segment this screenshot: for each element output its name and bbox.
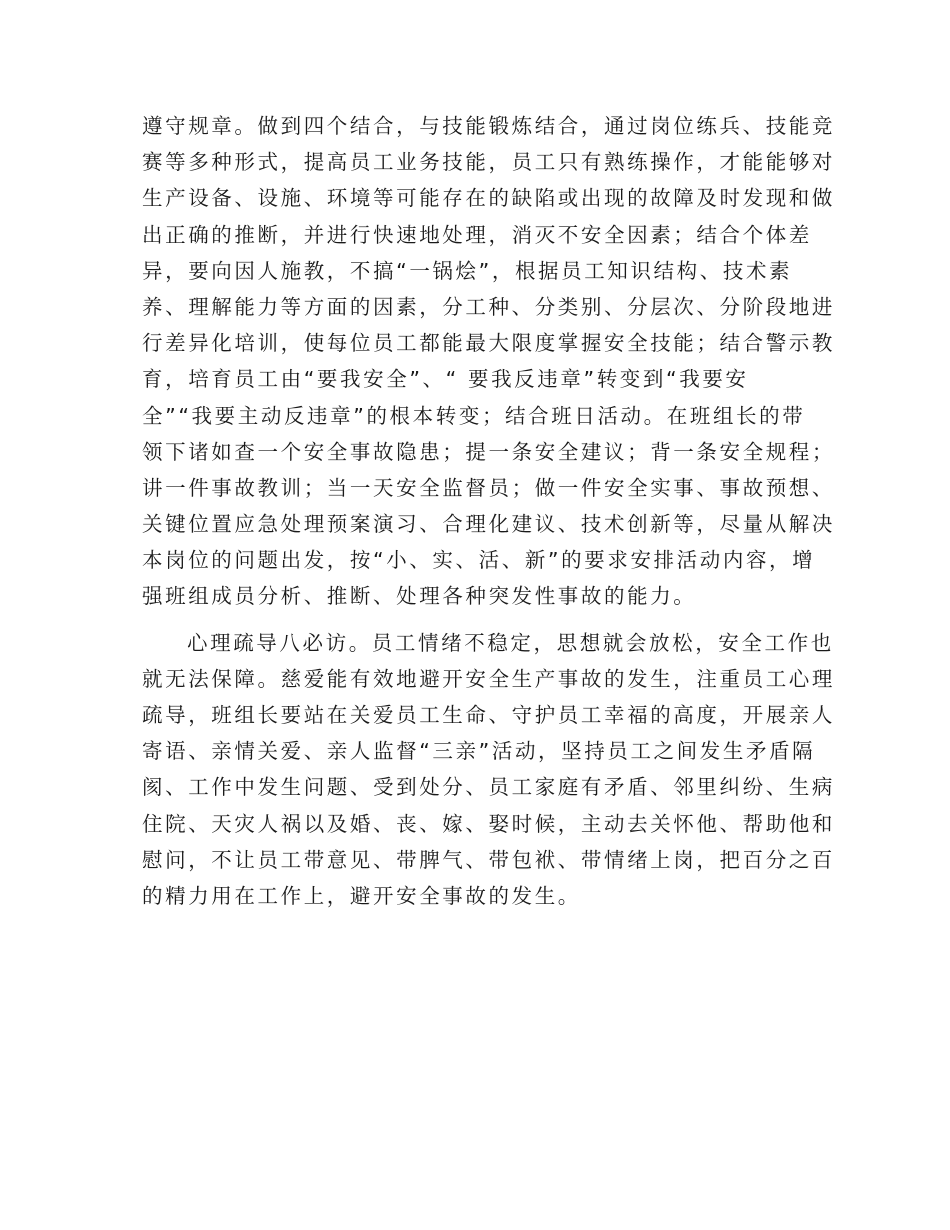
text-line: 领下诸如查一个安全事故隐患；提一条安全建议；背一条安全规程； [142,439,835,464]
text-line: 讲一件事故教训；当一天安全监督员；做一件安全实事、事故预想、 [142,475,835,500]
text-line: 的精力用在工作上，避开安全事故的发生。 [142,883,581,908]
text-line: 关键位置应急处理预案演习、合理化建议、技术创新等，尽量从解决 [142,512,835,537]
text-line: 阂、工作中发生问题、受到处分、员工家庭有矛盾、邻里纠纷、生病 [142,775,835,800]
text-line: 住院、天灾人祸以及婚、丧、嫁、娶时候，主动去关怀他、帮助他和 [142,811,835,836]
text-line: 寄语、亲情关爱、亲人监督“三亲”活动，坚持员工之间发生矛盾隔 [142,739,816,764]
text-line: 疏导，班组长要站在关爱员工生命、守护员工幸福的高度，开展亲人 [142,703,835,727]
text-line-first: 心理疏导八必访。员工情绪不稳定，思想就会放松，安全工作也 [187,630,834,655]
text-line: 慰问，不让员工带意见、带脾气、带包袱、带情绪上岗，把百分之百 [142,847,835,872]
text-line: 赛等多种形式，提高员工业务技能，员工只有熟练操作，才能能够对 [142,150,835,175]
text-line: 异，要向因人施教，不搞“一锅烩”，根据员工知识结构、技术素 [142,258,793,283]
text-line: 强班组成员分析、推断、处理各种突发性事故的能力。 [142,584,697,609]
text-line: 就无法保障。慈爱能有效地避开安全生产事故的发生，注重员工心理 [142,666,835,691]
text-line: 全”“我要主动反违章”的根本转变；结合班日活动。在班组长的带 [142,403,806,428]
document-body [142,108,835,914]
text-line: 遵守规章。做到四个结合，与技能锻炼结合，通过岗位练兵、技能竞 [142,114,835,138]
text-line: 生产设备、设施、环境等可能存在的缺陷或出现的故障及时发现和做 [142,186,835,211]
text-line: 本岗位的问题出发，按“小、实、活、新”的要求安排活动内容，增 [142,548,816,573]
paragraph-safety-training [142,108,835,615]
text-line: 育，培育员工由“要我安全”、“ 要我反违章”转变到“我要安 [142,367,749,392]
text-line: 行差异化培训，使每位员工都能最大限度掌握安全技能；结合警示教 [142,331,835,356]
text-line: 出正确的推断，并进行快速地处理，消灭不安全因素；结合个体差 [142,222,812,247]
text-line: 养、理解能力等方面的因素，分工种、分类别、分层次、分阶段地进 [142,294,835,319]
paragraph-psychological-counseling [142,625,835,915]
